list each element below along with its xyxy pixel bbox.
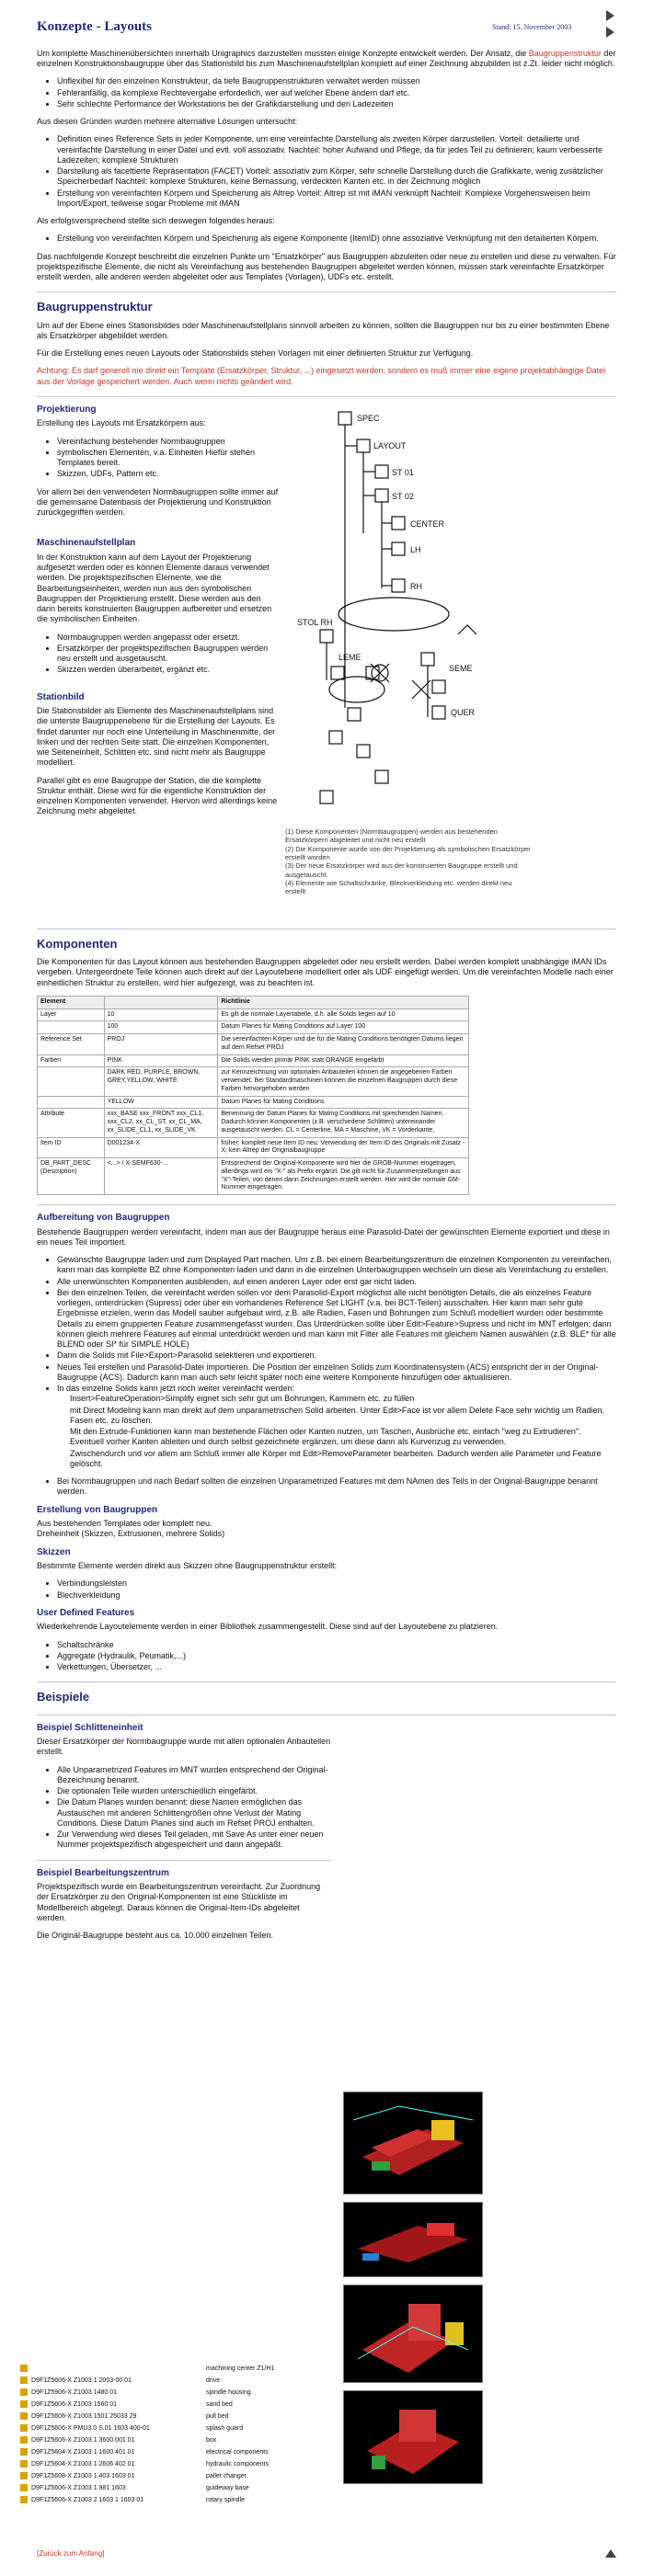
bom-desc: pull bed — [206, 2413, 229, 2420]
table-cell: DB_PART_DESC (Description) — [38, 1158, 105, 1195]
list-item: • Die Datum Planes wurden benannt; diese Namen ermöglichen das Austauschen mit anderen Schlittengrößen ohne Verlust der Mating Conditions. Diese Datum Planes sind auch im Refset PROJ enthalten. — [57, 1797, 331, 1829]
heading-aufbereitung: Aufbereitung von Baugruppen — [37, 1213, 170, 1223]
bom-id: D9F1Z5604-X Z1003 1 2606 402 01 — [31, 2461, 135, 2468]
table-row — [38, 1021, 469, 1034]
table-cell: <...> / X-SEMF630-... — [104, 1158, 218, 1195]
paragraph: Vor allem bei den verwendeten Normbaugruppen sollte immer auf die gemeinsame Datenbasis der Projektierung und Konstruktion zurückgegriffen werden. — [37, 486, 279, 517]
heading-bearbeitungszentrum: Beispiel Bearbeitungszentrum — [37, 1867, 169, 1878]
intro-paragraph-3: Als erfolgsversprechend stellte sich deswegen folgendes heraus: — [37, 216, 275, 225]
heading-projektierung: Projektierung — [37, 404, 97, 415]
paragraph: Wiederkehrende Layoutelemente werden in einer Bibliothek zusammengestellt. Diese sind auf der Layoutebene zu platzieren. — [37, 1622, 499, 1632]
heading-erstellung: Erstellung von Baugruppen — [37, 1504, 158, 1515]
date-stamp: Stand: 15. November 2003 — [492, 23, 572, 31]
structure-columns — [37, 405, 616, 919]
slide-unit-render-image-2 — [343, 2202, 483, 2277]
bom-desc: hydraulic components — [206, 2461, 270, 2468]
bom-tree-list — [20, 2363, 315, 2506]
table-cell — [38, 1096, 105, 1109]
sketch-label: LAYOUT — [373, 440, 407, 450]
list-item: • Ersatzkörper der projektspezifischen Baugruppen werden neu erstellt und ausgetauscht. — [57, 644, 281, 665]
table-cell: Farben — [38, 1054, 105, 1067]
table-cell: YELLOW — [104, 1096, 218, 1109]
divider — [37, 396, 616, 397]
paragraph: Bestehende Baugruppen werden vereinfacht, indem man aus der Baugruppe heraus eine Parasolid-Datei der gewünschten Elemente exportiert und diese in ein neues Teil importiert. — [37, 1226, 610, 1247]
table-cell: Die Solids werden primär PINK statt ORANGE eingefärbt — [218, 1054, 469, 1067]
bom-id: D9F1Z5606-X Z1003 1560 01 — [31, 2401, 118, 2408]
table-header — [104, 996, 218, 1009]
table-cell: Layer — [38, 1009, 105, 1021]
bom-desc: splash guard — [206, 2425, 244, 2432]
paragraph: Bestimmte Elemente werden direkt aus Skizzen ohne Baugruppenstruktur erstellt: — [37, 1561, 338, 1570]
table-cell: D001234-X — [104, 1137, 218, 1158]
bom-desc: machining center Z1/H1 — [206, 2365, 275, 2372]
table-cell: Entsprechend der Original-Komponente wird hier die GROB-Nummer eingetragen, allerdings wird ein "X-" als Prefix ergänzt. Die gilt nicht für Zusammenstellungen aus "X"-Teilen, von denen dann Zeichnungen erstellt werden. Hier wird die normale GM-Nummer eingetragen. — [218, 1158, 469, 1195]
table-cell: Es gilt die normale Layertabelle, d.h. alle Solids liegen auf 10 — [218, 1009, 469, 1021]
list-item: • Neues Teil erstellen und Parasolid-Datei importieren. Die Position der einzelnen Solids zum Koordinatensystem (ACS) entspricht der in der Original-Baugruppe (ACS). Dadurch kann man auch sehr leicht später noch eine weitere Komponente hinzufügen oder aktualisieren. — [57, 1362, 616, 1384]
bom-desc: sand bed — [206, 2401, 233, 2408]
list-item: • Bei Normbaugruppen und nach Bedarf sollten die einzelnen Unparametrized Features mit dem NAmen des Teils in der Original-Baugruppe benannt werden. — [57, 1476, 616, 1498]
proj-list — [37, 437, 281, 480]
bom-row[interactable] — [20, 2411, 315, 2422]
structure-sketch-diagram — [283, 405, 559, 827]
part-icon — [20, 2448, 28, 2456]
table-cell: 100 — [104, 1021, 218, 1034]
paragraph: In der Konstruktion kann auf dem Layout der Projektierung aufgesetzt werden oder es können Elemente daraus verwendet werden. Die projektspezifischen Elemente, wie die Bearbeitungseinheiten, werden nun aus den symbolischen Baugruppen der Projektierung erstellt. Diese werden aus den dann bereits konstruierten Baugruppen aufbereitet und ersetzen die symbolischen Einheiten. — [37, 552, 272, 624]
sketch-label: QUER — [451, 707, 476, 717]
table-row — [38, 1067, 469, 1096]
sketch-label: RH — [410, 581, 422, 591]
bom-row[interactable] — [20, 2387, 315, 2399]
bom-desc: drive — [206, 2377, 221, 2384]
sketch-label: CENTER — [410, 519, 445, 529]
intro-list-1 — [37, 76, 616, 109]
heading-skizzen: Skizzen — [37, 1546, 71, 1557]
baugruppenstruktur-link[interactable]: Baugruppenstruktur — [528, 48, 602, 58]
table-cell: Attribute — [38, 1109, 105, 1137]
divider — [37, 1860, 331, 1861]
list-item: Insert>FeatureOperation>Simplify eignet sich sehr gut um Bohrungen, Kammern etc. zu füllen — [70, 1394, 415, 1404]
bom-id: D9F1Z5606-X Z1003 1 981 1603 — [31, 2485, 126, 2491]
part-icon — [20, 2472, 28, 2479]
bom-id: D9F1Z5606-X Z1003 1501 25033 29 — [31, 2413, 137, 2420]
list-item: • Vereinfachung bestehender Normbaugruppen — [57, 437, 281, 447]
part-icon — [20, 2460, 28, 2468]
table-cell: PINK — [104, 1054, 218, 1067]
paragraph: Um auf der Ebene eines Stationsbildes oder Maschinenaufstellplans sinnvoll arbeiten zu können, sollten die Baugruppen nur bis zu einer bestimmten Ebene als Ersatzkörper abgebildet werden. — [37, 320, 610, 340]
table-row — [38, 1109, 469, 1137]
list-item: • Darstellung als facettierte Repräsentation (FACET) Vorteil: assoziativ zum Körper, sehr schnelle Darstellung durch die Grafikkarte, wenig zusätzlicher Speicherbedarf Nachteil: komplexe Strukturen, keine Bemassung, verdeckten Kanten etc. in der Zeichnung möglich — [57, 166, 616, 188]
intro-list-2 — [37, 134, 616, 209]
list-item: • Alle unerwünschten Komponenten ausblenden, auf einen anderen Layer oder erst gar nicht laden. — [57, 1277, 616, 1287]
list-item: mit Direct Modeling kann man direkt auf dem unparametrischen Solid arbeiten. Unter Edit>Face ist vor allem Delete Face sehr wichtig um Radien, Fasen etc. zu löschen. — [70, 1405, 605, 1425]
list-item: • Verkettungen, Übersetzer, ... — [57, 1662, 616, 1672]
divider — [37, 1204, 616, 1205]
heading-udf: User Defined Features — [37, 1607, 135, 1618]
list-item: • Gewünschte Baugruppe laden und zum Displayed Part machen. Um z.B. bei einem Bearbeitungszentrum die einzelnen Komponenten zu vereinfachen, kann man das komplette BZ ohne Komponenten laden und dann in die einzelnen Unterbaugruppen wechseln um diese als Vereinfachung zu erstellen. — [57, 1255, 616, 1276]
nav-arrows-bottom — [602, 2547, 616, 2563]
bom-row[interactable] — [20, 2375, 315, 2387]
page-title: Konzepte - Layouts — [37, 19, 152, 34]
part-icon — [20, 2388, 28, 2396]
sketch-label: SEME — [449, 663, 473, 673]
paragraph: Aus bestehenden Templates oder komplett neu. — [37, 1519, 212, 1528]
paragraph: Die Komponenten für das Layout können aus bestehenden Baugruppen abgeleitet oder neu erstellt werden. Dabei werden komplett unabhängige iMAN IDs vergeben. Untergeordnete Teile können auch direkt auf der Layoutebene modelliert oder als UDF eingefügt werden. Um die vereinfachten Modelle nach einer einheitlichen Struktur zu erstellen, wird hier aufgezeigt, was zu beachten ist. — [37, 957, 614, 987]
bom-id: D9F1Z5606-X Z1003 2 1603 1 1603 01 — [31, 2497, 144, 2503]
skizzen-list — [37, 1579, 616, 1601]
divider — [37, 1681, 616, 1682]
list-item: • Schaltschränke — [57, 1640, 616, 1650]
paragraph: Parallel gibt es eine Baugruppe der Station, die die komplette Struktur enthält. Diese wird für die eigentliche Konstruktion der einzelnen Komponenten verwendet. Hiervon wird allerdings keine Zeichnung mehr abgeleitet. — [37, 775, 278, 816]
list-item: • In das einzelne Solids kann jetzt noch weiter vereinfacht werden: Insert>FeatureOperation>Simplify eignet sich sehr gut um Bohrungen, Kammern etc. zu füllen mit Direct Modeling kann man direkt auf dem unparametrischen Solid arbeiten. Unter Edit>Face ist vor allem Delete Face sehr wichtig um Radien, Fasen etc. zu löschen. Mit den Extrude-Funktionen kann man bestehende Flächen oder Kanten nutzen, um Taschen, Ausbrüche etc. einfach "weg zu Extrudieren". Eventuell vorher Kanten ableiten und durch selbst gezeichnete ergänzen, um diese dann als Kurvenzug zu verwenden. Zwischendurch und vor allem am Schluß immer alle Körper mit Edit>RemoveParameter bearbeiten. Dadurch werden alle Parameter und Feature gelöscht. — [57, 1384, 616, 1469]
page-content — [37, 18, 616, 1948]
table-header: Richtlinie — [218, 996, 469, 1009]
part-icon — [20, 2496, 28, 2503]
aufb-list — [37, 1255, 616, 1498]
table-cell: Datum Planes für Mating Conditions — [218, 1096, 469, 1109]
paragraph: Dreheinheit (Skizzen, Extrusionen, mehrere Solids) — [37, 1529, 225, 1539]
list-item: • Skizzen, UDFs, Pattern etc. — [57, 469, 281, 479]
list-item: • Erstellung von vereinfachten Körpern und Speicherung als Altrep Vorteil: Altrep ist mit iMAN verknüpft Nachteil: Komplexe Vorgehensweisen beim Import/Export, teilweise sogar Probleme mit iMAN — [57, 188, 616, 210]
list-item: • Dann die Solids mit File>Export>Parasolid selektieren und exportieren. — [57, 1351, 616, 1361]
list-item: • Verbindungsleisten — [57, 1579, 616, 1589]
udf-list — [37, 1640, 616, 1673]
list-item: • Zur Verwendung wird dieses Teil geladen, mit Save As unter einer neuen Nummer projektspezifisch abgespeichert und dann angepaßt. — [57, 1829, 331, 1851]
back-to-top-link[interactable]: [Zurück zum Anfang] — [37, 2549, 105, 2558]
part-icon — [20, 2412, 28, 2420]
table-cell: Item ID — [38, 1137, 105, 1158]
bom-desc: spindle housing — [206, 2389, 251, 2396]
list-item: • Skizzen werden überarbeitet, ergänzt etc. — [57, 665, 281, 675]
list-item: Zwischendurch und vor allem am Schluß immer alle Körper mit Edit>RemoveParameter bearbeiten. Dadurch werden alle Parameter und Feature gelöscht. — [70, 1448, 602, 1468]
table-row — [38, 1137, 469, 1158]
table-row — [38, 1009, 469, 1021]
sketch-label: SPEC — [357, 413, 380, 423]
schlitt-list — [37, 1765, 331, 1851]
list-item: • Normbaugruppen werden angepasst oder ersetzt. — [57, 633, 281, 643]
caption-line: (3) Der neue Ersatzkörper wird aus der konstruierten Baugruppe erstellt und ausgetauscht. — [285, 861, 518, 879]
up-arrow-icon[interactable] — [605, 2549, 616, 2558]
paragraph: Die Stationsbilder als Elemente des Maschinenaufstellplans sind die unterste Baugruppenebene für die Erstellung der Layouts. Es findet darunter nur noch eine Unterteilung in Maschinenmitte, der linken und der rechten Seite statt. Die einzelnen Komponenten, wie Seiteneinheit, Schlitten etc. sind nicht mehr als Baugruppe modelliert. — [37, 706, 276, 768]
table-header: Element — [38, 996, 105, 1009]
machining-center-render-image-2 — [343, 2390, 483, 2484]
list-item: • Aggregate (Hydraulik, Peumatik,...) — [57, 1651, 616, 1661]
table-cell — [38, 1021, 105, 1034]
table-row — [38, 1158, 469, 1195]
slide-unit-render-image — [343, 2092, 483, 2194]
intro-paragraph-4: Das nachfolgende Konzept beschreibt die einzelnen Punkte um "Ersatzkörper" aus Baugruppen abzuleiten oder neue zu erstellen und diese zu verwalten. Für projektspezifische Elemente, die nicht als Vereinfachung aus bestehenden Baugruppen abgeleitet werden können, müssen stark vereinfachte Ersatzkörper erstellt werden, alle anderen werden abgeleitet oder aus Templates (Vorlagen), UDFs etc. erstellt. — [37, 251, 616, 281]
structure-text-column — [37, 405, 281, 825]
bom-desc: pallet changer — [206, 2473, 247, 2479]
bom-row[interactable] — [20, 2494, 315, 2506]
bom-id: D9F1Z5606-X Z1003 1 2003-00 01 — [31, 2377, 132, 2384]
heading-schlitteneinheit: Beispiel Schlitteneinheit — [37, 1722, 143, 1733]
bom-desc: box — [206, 2437, 217, 2444]
paragraph: Für die Erstellung eines neuen Layouts oder Stationsbilds stehen Vorlagen mit einer definierten Struktur zur Verfügung. — [37, 348, 474, 358]
list-item: • Definition eines Reference Sets in jeder Komponente, um eine vereinfachte Darstellung als zweiten Körper darzustellen. Vorteil: detailierte und vereinfachte Darstellung in einer Datei und evtl. voll assoziativ. Nachteil: hoher Aufwand und Pflege, da für jedes Teil zu definieren; kaum verbesserte Ladezeiten; komplexe Strukturen — [57, 134, 616, 165]
part-icon — [20, 2484, 28, 2491]
intro-list-3 — [37, 234, 616, 244]
sketch-label: ST 01 — [392, 467, 414, 477]
bom-id: D9F1Z5608-X Z1003 1 403 1603 01 — [31, 2473, 135, 2479]
sub-list — [57, 1394, 616, 1469]
sketch-captions — [285, 827, 534, 896]
table-cell — [38, 1067, 105, 1096]
table-cell: früher: komplett neue Item ID neu: Verwendung der Item ID des Originals mit Zusatz -X; kein Altrep der Originalbaugruppe — [218, 1137, 469, 1158]
bom-desc: rotary spindle — [206, 2497, 246, 2503]
bom-row[interactable] — [20, 2434, 315, 2446]
bom-id: D9F1Z5606-X PMU3.0 S.01 1603 400-01 — [31, 2425, 150, 2432]
example-slide-unit — [37, 1723, 331, 1851]
paragraph: Projektspezifisch wurde ein Bearbeitungszentrum vereinfacht. Zur Zuordnung der Ersatzkörper zu den Original-Komponenten ist eine Stückliste im Modellbereich abgelegt. Daraus können die Original-Item-IDs abgeleitet werden. — [37, 1882, 321, 1922]
masch-list — [37, 633, 281, 676]
sketch-label: ST 02 — [392, 491, 414, 501]
heading-stationbild: Stationbild — [37, 691, 85, 702]
section-heading-komponenten: Komponenten — [37, 936, 118, 951]
list-item: • symbolischen Elementen, v.a. Einheiten Hiefür stehen Templates bereit. — [57, 448, 281, 469]
table-row — [38, 1054, 469, 1067]
part-icon — [20, 2436, 28, 2444]
bom-row[interactable] — [20, 2399, 315, 2411]
warning-text: Achtung: Es darf generell nie direkt ein Template (Ersatzkörper, Struktur, ...) eingesetzt werden, sondern es muß immer eine eigene projektabhängige Datei aus der Vorlage gespeichert werden. Auch wenn nichts geändert wird. — [37, 366, 606, 386]
paragraph: Dieser Ersatzkörper der Normbaugruppe wurde mit allen optionalen Anbauteilen erstellt. — [37, 1737, 331, 1757]
bom-row[interactable] — [20, 2422, 315, 2434]
list-item: • Erstellung von vereinfachten Körpern und Speicherung als eigene Komponente (ItemID) ohne assoziative Verknüpfung mit den detailierten Körpern. — [57, 234, 616, 244]
table-cell: 10 — [104, 1009, 218, 1021]
paragraph: Erstellung des Layouts mit Ersatzkörpern aus: — [37, 418, 206, 428]
table-cell: zur Kennzeichnung von optionalen Anbauteilen können die angegebenen Farben verwendet. Bei Standardmaschinen können die einzelnen Baugruppen durch diese Farben hervorgehoben werden — [218, 1067, 469, 1096]
caption-line: (2) Die Komponente wurde von der Projektierung als symbolischen Ersatzkörper erstellt worden — [285, 844, 531, 861]
list-item: • Bei den einzelnen Teilen, die vereinfacht werden sollen vor dem Parasolid-Export möglichst alle nicht benötigten Details, die als einzelnes Feature vorliegen, unterdrücken (Supress) oder über ein vorhandenes Reference Set LIGHT (v.a. bei BCT-Teilen) ausschalten. Hier kann man sehr gute Ergebnisse erzielen, wenn das Modell sauber aufgebaut wird, z.B. alle Radien, Fasen und Bohrungen zum Schluß modelliert wurden oder bestimmte Details zu einem gruppierten Feature zusammengefasst wurden. Das Unterdrücken sollte über Edit>Feature>Supress und nicht im MNT erfolgen; dann können gleich mehrere Features auf einmal unterdrückt werden und man kann mit Filter alle Features mit gleichem Namen auswählen (z.B. BLE* für alle BLEND oder SI* für SIMPLE HOLE) — [57, 1288, 616, 1351]
table-cell: Datum Planes für Mating Conditions auf Layer 100 — [218, 1021, 469, 1034]
table-row — [38, 1096, 469, 1109]
paragraph: Die Original-Baugruppe besteht aus ca. 10.000 einzelnen Teilen. — [37, 1931, 274, 1940]
bom-id: D9F1Z5604-X Z1003 1 1600 401 01 — [31, 2449, 135, 2456]
list-item: Mit den Extrude-Funktionen kann man bestehende Flächen oder Kanten nutzen, um Taschen, Ausbrüche etc. einfach "weg zu Extrudieren". Eventuell vorher Kanten ableiten und durch selbst gezeichnete ergänzen, um diese dann als Kurvenzug zu verwenden. — [70, 1427, 581, 1447]
caption-line: (1) Diese Komponenten (Normbaugruppen) werden aus bestehenden Ersatzkörpern abgeleitet und nicht neu erstellt — [285, 826, 498, 845]
table-cell: DARK RED, PURPLE, BROWN, GREY,YELLOW, WHITE — [104, 1067, 218, 1096]
bom-row[interactable] — [20, 2470, 315, 2482]
table-cell: Die vereinfachten Körper und die für die Mating Conditions benötigten Datums liegen auf dem Refset PROJ — [218, 1034, 469, 1055]
bom-row[interactable] — [20, 2363, 315, 2375]
machining-center-render-image — [343, 2285, 483, 2383]
bom-row[interactable] — [20, 2482, 315, 2494]
list-item: • Sehr schlechte Performance der Workstations bei der Grafikdarstellung und den Ladezeiten — [57, 99, 616, 109]
intro-paragraph: Um komplette Maschinenübersichten innerhalb Unigraphics darzustellen mussten einige Konzepte entwickelt werden. Der Ansatz, die Baugruppenstruktur der einzelnen Konstruktionsbaugruppe über das Stationsbild bis zum Maschinenaufstellplan komplett auf einer Zeichnung abzubilden ist z.Zt. leider nicht möglich. — [37, 48, 616, 68]
bom-row[interactable] — [20, 2458, 315, 2470]
section-heading-baugruppenstruktur: Baugruppenstruktur — [37, 300, 153, 314]
table-cell: Reference Set — [38, 1034, 105, 1055]
table-cell: PROJ — [104, 1034, 218, 1055]
section-heading-beispiele: Beispiele — [37, 1690, 90, 1704]
bom-desc: guideway base — [206, 2485, 249, 2491]
list-item: • Unflexibel für den einzelnen Konstrukteur, da tiefe Baugruppenstrukturen verwaltet werden müssen — [57, 76, 616, 86]
sketch-label: LEME — [338, 652, 361, 662]
list-item: • Alle Unparametrized Features im MNT wurden entsprechend der Original-Bezeichnung benannt. — [57, 1765, 331, 1786]
component-guideline-table — [37, 996, 469, 1195]
bom-row[interactable] — [20, 2446, 315, 2458]
part-icon — [20, 2424, 28, 2432]
sketch-label: LH — [410, 544, 421, 554]
list-item: • Die optionalen Teile wurden unterschiedlich eingefärbt. — [57, 1786, 331, 1796]
example-machining-center — [37, 1868, 331, 1942]
table-cell: Benennung der Datum Planes für Mating Conditions mit sprechenden Namen. Dadurch können Komponenten (z.B. verschiedene Schlitten) untereinander ausgetauscht werden. CL = Centerline, MA = Maschine, VK = Vorderkante, — [218, 1109, 469, 1137]
part-icon — [20, 2365, 28, 2372]
bom-id: D9F1Z5606-X Z1003 1 3600 001 01 — [31, 2437, 135, 2444]
caption-line: (4) Elemente wie Schaltschränke, Bleckverkleidung etc. werden direkt neu erstellt — [285, 879, 512, 896]
heading-maschinenaufstellplan: Maschinenaufstellplan — [37, 538, 136, 549]
list-item: • Blechverkleidung — [57, 1590, 616, 1601]
table-row — [38, 1034, 469, 1055]
table-cell: xxx_BASE xxx_FRONT xxx_CL1, xxx_CL2, xx_CL_ST, xx_CL_MA, xx_SLIDE_CL1, xx_SLIDE_VK — [104, 1109, 218, 1137]
bom-id: D9F1Z5906-X Z1003 1480 01 — [31, 2389, 118, 2396]
part-icon — [20, 2400, 28, 2408]
sketch-label: STOL RH — [297, 617, 333, 627]
bom-desc: electrical components — [206, 2449, 269, 2456]
divider — [37, 291, 616, 292]
list-item: • Fehleranfällig, da komplexe Rechtevergabe erforderlich, wer auf welcher Ebene ändern darf etc. — [57, 88, 616, 98]
part-icon — [20, 2377, 28, 2384]
intro-paragraph-2: Aus diesen Gründen wurden mehrere alternative Lösungen untersucht: — [37, 117, 298, 126]
